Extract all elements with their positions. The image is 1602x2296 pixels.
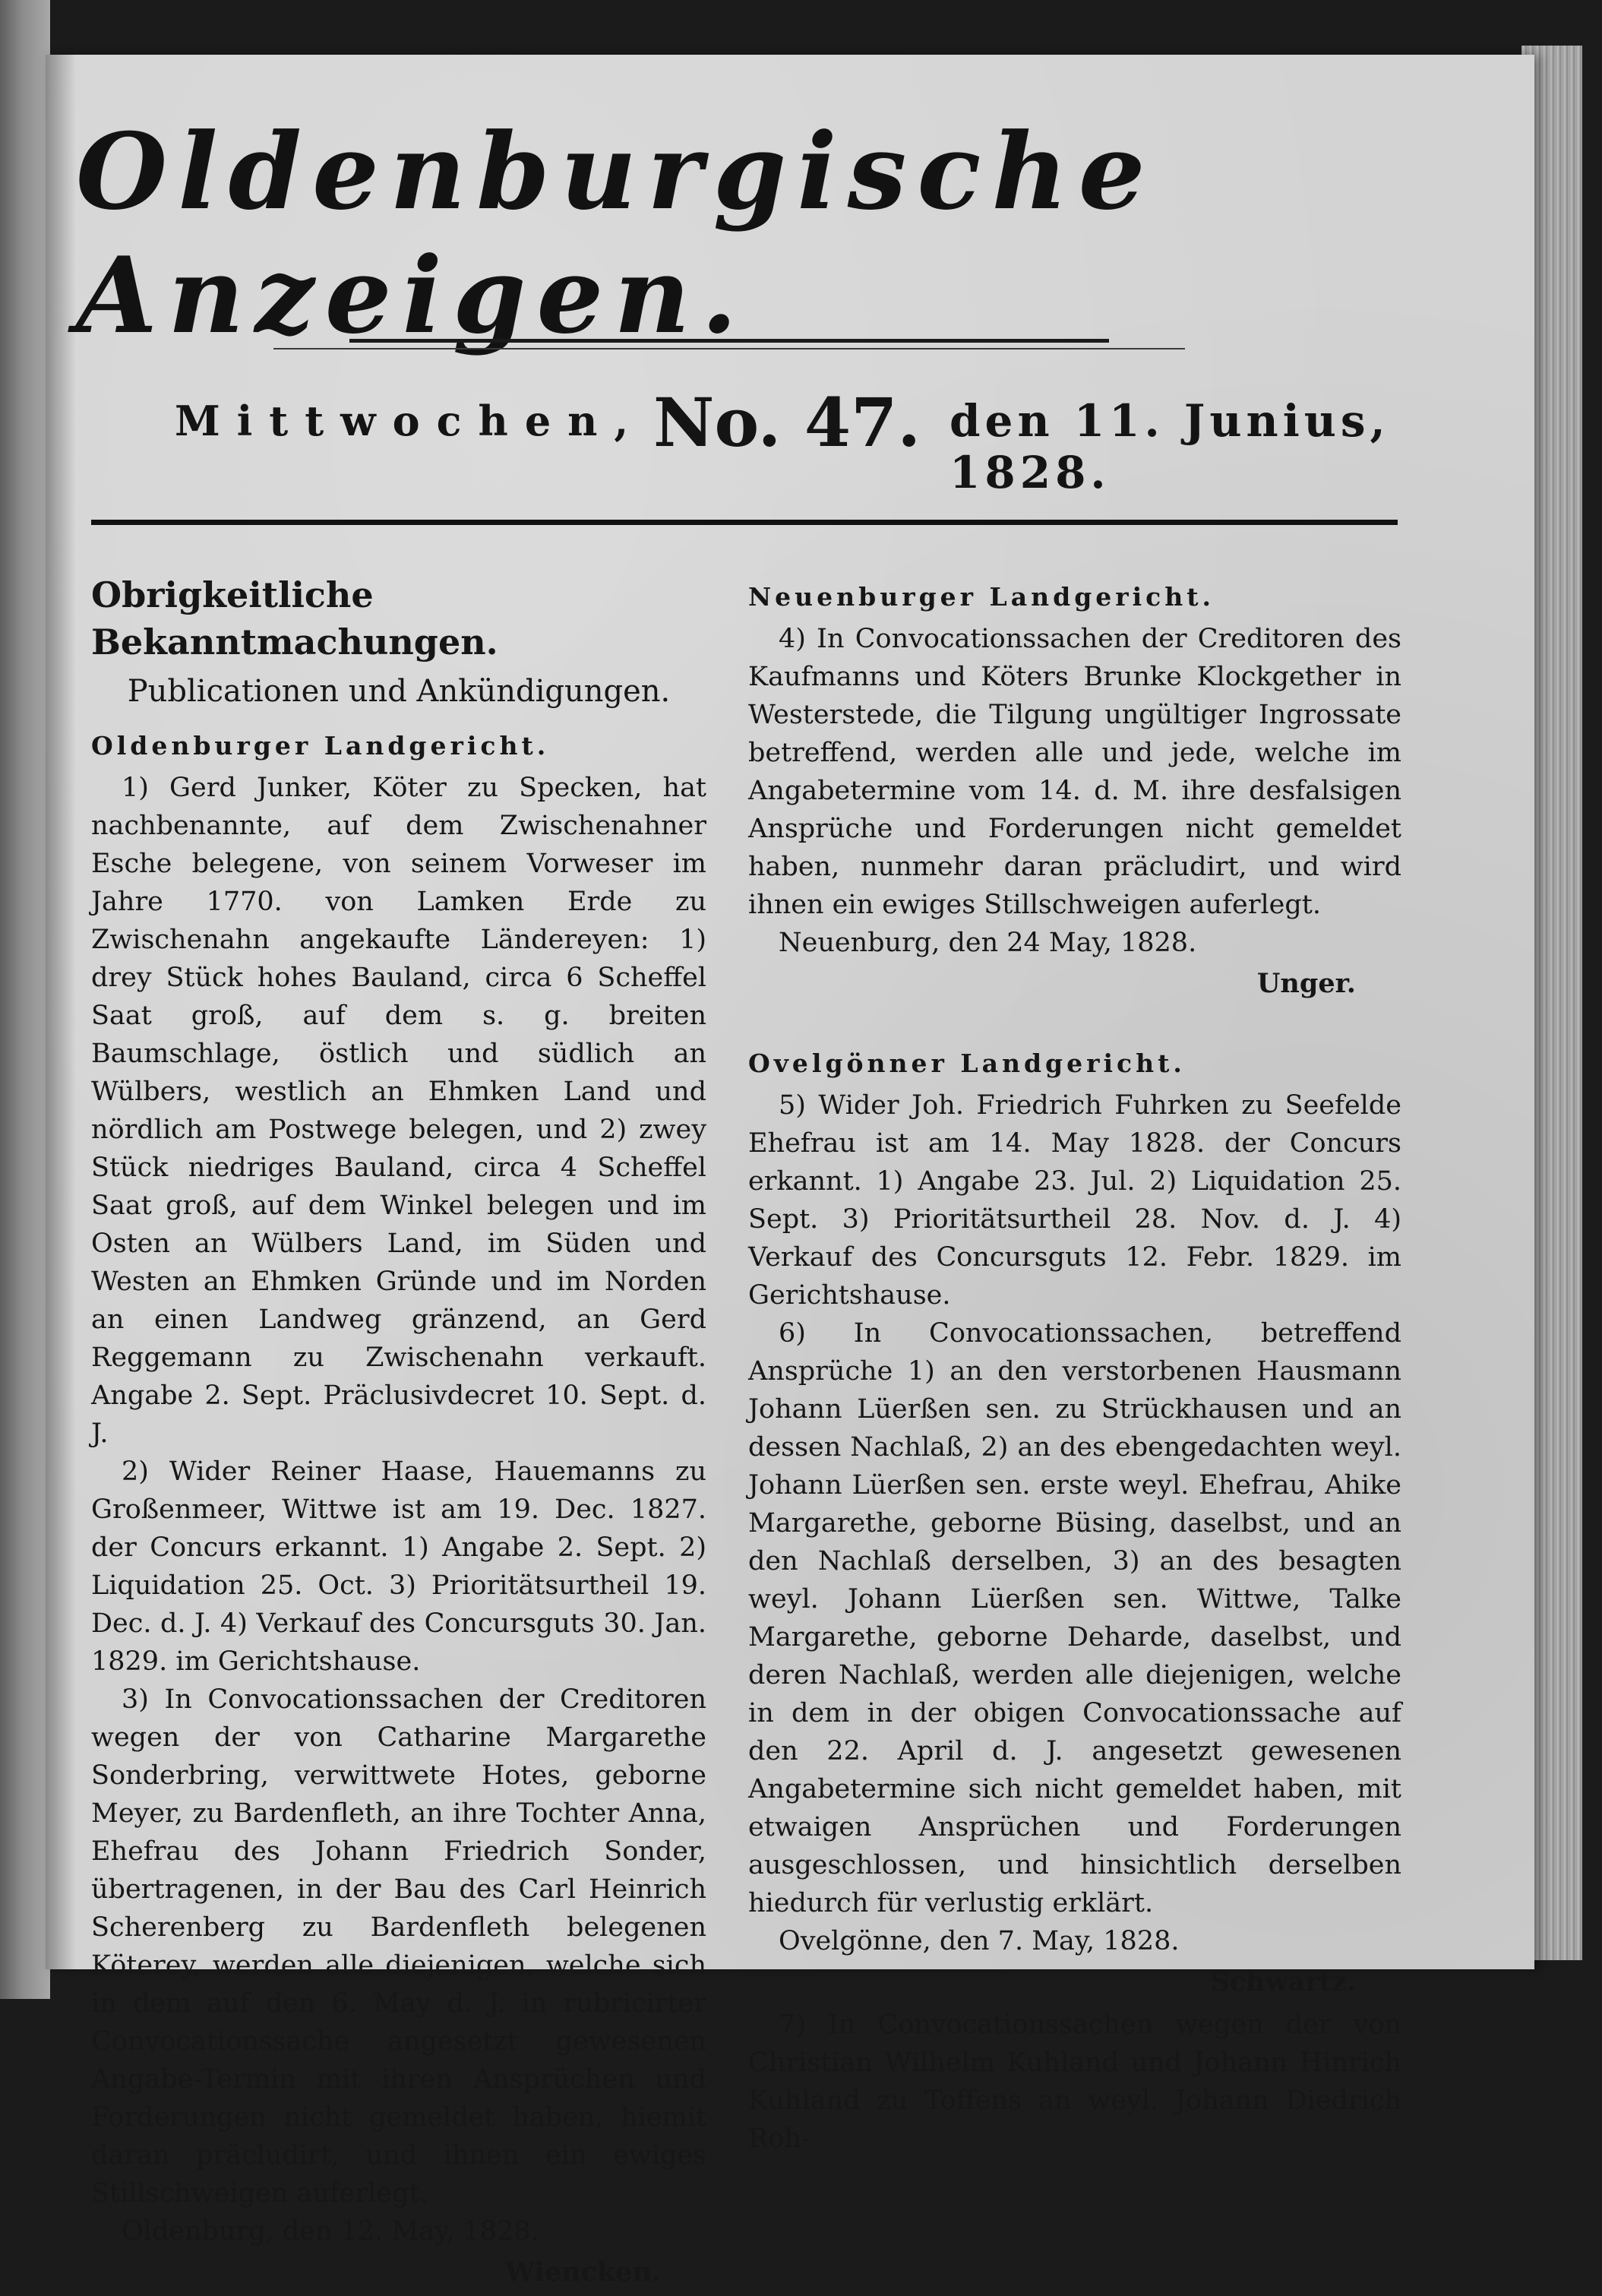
place-date-neuenburg: Neuenburg, den 24 May, 1828. <box>779 928 1197 958</box>
dateline <box>122 383 1451 498</box>
masthead-title: Oldenburgische Anzeigen. <box>76 109 1156 357</box>
notice-7: 7) In Convocationssachen wegen der von Christian Wilhelm Kuhland und Johann Hinrich Kuhland zu Toffens an weyl. Johann Diedrich Roh- <box>748 2010 1401 2154</box>
section-gap <box>748 1007 1401 1038</box>
section-subtitle: Publicationen und Ankündigungen. <box>127 674 671 709</box>
notice-2: 2) Wider Reiner Haase, Hauemanns zu Großenmeer, Wittwe ist am 19. Dec. 1827. der Concurs erkannt. 1) Angabe 2. Sept. 2) Liquidation 25. Oct. 3) Prioritätsurtheil 19. Dec. d. J. 4) Verkauf des Concursguts 30. Jan. 1829. im Gerichtshause. <box>91 1456 706 1677</box>
left-column <box>91 571 706 2296</box>
place-date-ovelgoenne: Ovelgönne, den 7. May, 1828. <box>779 1926 1180 1956</box>
notice-1: 1) Gerd Junker, Köter zu Specken, hat nachbenannte, auf dem Zwischenahner Esche belegene, von seinem Vorweser im Jahre 1770. von Lamken Erde zu Zwischenahn angekaufte Ländereyen: 1) drey Stück hohes Bauland, circa 6 Scheffel Saat groß, auf dem s. g. breiten Baumschlage, östlich und südlich an Wülbers, westlich an Ehmken Land und nördlich am Postwege belegen, und 2) zwey Stück niedriges Bauland, circa 4 Scheffel Saat groß, auf dem Winkel belegen und im Osten an Wülbers Land, im Süden und Westen an Ehmken Gründe und im Norden an einen Landweg gränzend, an Gerd Reggemann zu Zwischenahn verkauft. Angabe 2. Sept. Präclusivdecret 10. Sept. d. J. <box>91 773 706 1449</box>
notice-4: 4) In Convocationssachen der Creditoren des Kaufmanns und Köters Brunke Klockgether in Westerstede, die Tilgung ungültiger Ingrossate betreffend, werden alle und jede, welche im Angabetermine vom 14. d. M. ihre desfalsigen Ansprüche und Forderungen nicht gemeldet haben, nunmehr daran präcludirt, und wird ihnen ein ewiges Stillschweigen auferlegt. <box>748 624 1401 920</box>
book-binding <box>0 0 50 1999</box>
court-heading-oldenburg: Oldenburger Landgericht. <box>91 731 550 761</box>
newspaper-page <box>46 55 1534 2288</box>
page-curl-shadow <box>46 55 76 1969</box>
issue-number: No. 47. <box>653 383 921 462</box>
signature-oldenburg: Wiencken. <box>504 2256 661 2288</box>
court-heading-neuenburg: Neuenburger Landgericht. <box>748 582 1215 612</box>
weekday: Mittwochen, <box>175 397 646 445</box>
title-rule <box>349 339 1109 343</box>
header-rule <box>91 520 1398 525</box>
place-date-oldenburg: Oldenburg, den 12. May, 1828. <box>122 2216 539 2247</box>
court-heading-ovelgoenne: Ovelgönner Landgericht. <box>748 1048 1186 1078</box>
issue-date: den 11. Junius, 1828. <box>950 395 1390 498</box>
signature-neuenburg: Unger. <box>1256 968 1356 999</box>
signature-ovelgoenne: Schwartz. <box>1210 1966 1356 1997</box>
notice-5: 5) Wider Joh. Friedrich Fuhrken zu Seefelde Ehefrau ist am 14. May 1828. der Concurs erkannt. 1) Angabe 23. Jul. 2) Liquidation 25. Sept. 3) Prioritätsurtheil 28. Nov. d. J. 4) Verkauf des Concursguts 12. Febr. 1829. im Gerichtshause. <box>748 1090 1401 1311</box>
section-title: Obrigkeitliche Bekanntmachungen. <box>91 574 498 663</box>
right-column <box>748 571 1401 2158</box>
notice-6: 6) In Convocationssachen, betreffend Ansprüche 1) an den verstorbenen Hausmann Johann Lüerßen sen. zu Strückhausen und an dessen Nachlaß, 2) an des ebengedachten weyl. Johann Lüerßen sen. erste weyl. Ehefrau, Ahike Margarethe, geborne Büsing, daselbst, und an den Nachlaß derselben, 3) an des besagten weyl. Johann Lüerßen sen. Wittwe, Talke Margarethe, geborne Deharde, daselbst, und deren Nachlaß, werden alle diejenigen, welche in dem in der obigen Convocationssache auf den 22. April d. J. angesetzt gewesenen Angabetermine sich nicht gemeldet haben, mit etwaigen Ansprüchen und Forderungen ausgeschlossen, und hinsichtlich derselben hiedurch für verlustig erklärt. <box>748 1318 1401 1918</box>
notice-3: 3) In Convocationssachen der Creditoren wegen der von Catharine Margarethe Sonderbring, verwittwete Hotes, geborne Meyer, zu Bardenfleth, an ihre Tochter Anna, Ehefrau des Johann Friedrich Sonder, übertragenen, in der Bau des Carl Heinrich Scherenberg zu Bardenfleth belegenen Köterey, werden alle diejenigen, welche sich in dem auf den 6. May d. J. in rubricirter Convocationssache angesetzt gewesenen Angabe-Termin mit ihren Ansprüchen und Forderungen nicht gemeldet haben, hiemit daran präcludirt, und ihnen ein ewiges Stillschweigen auferlegt. <box>91 1684 706 2209</box>
title-rule-thin <box>273 348 1185 349</box>
